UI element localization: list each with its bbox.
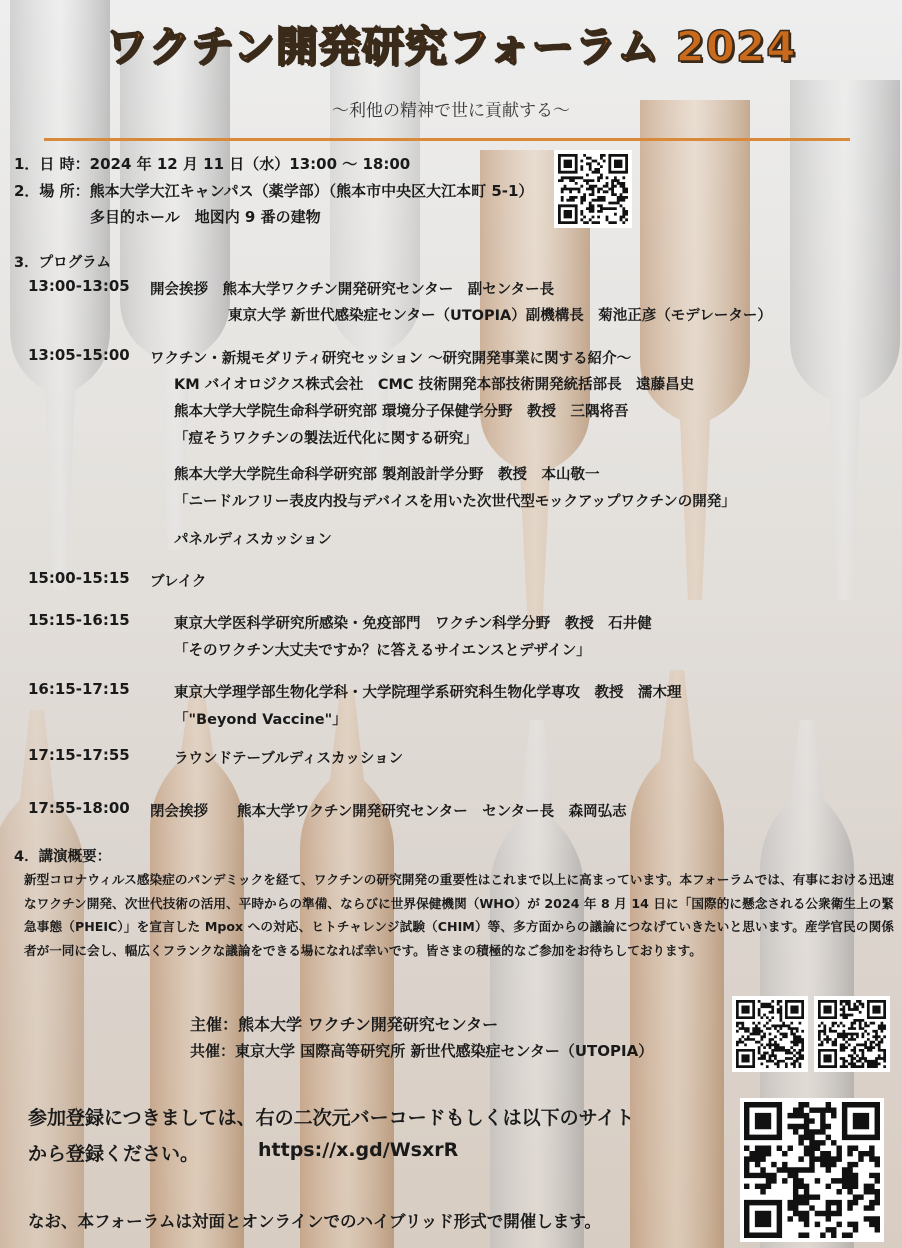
host: 主催：熊本大学 ワクチン開発研究センター (190, 1015, 499, 1034)
event-place: 2．場 所：熊本大学大江キャンパス（薬学部）（熊本市中央区大江本町 5-1） (14, 182, 534, 200)
qr-code-registration[interactable] (740, 1098, 884, 1242)
session-line: 熊本大学大学院生命科学研究部 製剤設計学分野 教授 本山敬一 (174, 467, 600, 483)
session-title: 開会挨拶 熊本大学ワクチン開発研究センター 副センター長 (150, 282, 555, 298)
cohost: 共催：東京大学 国際高等研究所 新世代感染症センター（UTOPIA） (190, 1042, 654, 1060)
divider (44, 138, 850, 141)
session-time: 13:00-13:05 (28, 277, 130, 295)
session-line: KM バイオロジクス株式会社 CMC 技術開発本部技術開発統括部長 遠藤昌史 (174, 377, 695, 393)
event-place-detail: 多目的ホール 地図内 9 番の建物 (90, 208, 321, 226)
session-line: 「痘そうワクチンの製法近代化に関する研究」 (174, 431, 478, 447)
event-date: 1．日 時：2024 年 12 月 11 日（水）13:00 〜 18:00 (14, 155, 411, 173)
qr-code[interactable] (732, 996, 808, 1072)
session-title: 閉会挨拶 熊本大学ワクチン開発研究センター センター長 森岡弘志 (150, 804, 627, 820)
session-time: 13:05-15:00 (28, 346, 130, 364)
session-line: 熊本大学大学院生命科学研究部 環境分子保健学分野 教授 三隅将吾 (174, 404, 629, 420)
session-line: 「"Beyond Vaccine"」 (174, 712, 347, 728)
session-line: パネルディスカッション (174, 532, 332, 548)
overview-heading: 4．講演概要： (14, 849, 112, 865)
registration-text: から登録ください。 (28, 1143, 200, 1165)
session-line: 東京大学 新世代感染症センター（UTOPIA）副機構長 菊池正彦（モデレーター） (228, 308, 772, 324)
qr-code[interactable] (814, 996, 890, 1072)
session-title: ラウンドテーブルディスカッション (174, 751, 404, 767)
session-line: 東京大学医科学研究所感染・免疫部門 ワクチン科学分野 教授 石井健 (174, 616, 652, 632)
qr-code-map[interactable] (554, 150, 632, 228)
session-line: 「そのワクチン大丈夫ですか？に答えるサイエンスとデザイン」 (174, 643, 591, 659)
session-title: ワクチン・新規モダリティ研究セッション 〜研究開発事業に関する紹介〜 (150, 351, 632, 367)
session-time: 15:15-16:15 (28, 611, 130, 629)
session-title: ブレイク (150, 574, 207, 590)
hybrid-note: なお、本フォーラムは対面とオンラインでのハイブリッド形式で開催します。 (28, 1212, 601, 1231)
session-line: 「ニードルフリー表皮内投与デバイスを用いた次世代型モックアップワクチンの開発」 (174, 494, 736, 510)
session-line: 東京大学理学部生物化学科・大学院理学系研究科生物化学専攻 教授 濡木理 (174, 685, 682, 701)
registration-text: 参加登録につきましては、右の二次元バーコードもしくは以下のサイト (28, 1107, 635, 1129)
subtitle: 〜利他の精神で世に貢献する〜 (332, 101, 570, 121)
overview-text: 新型コロナウィルス感染症のパンデミックを経て、ワクチンの研究開発の重要性はこれまで以上に高まっています。本フォーラムでは、有事における迅速なワクチン開発、次世代技術の活用、平時からの準備、ならびに世界保健機関（WHO）が 2024 年 8 月 14 日に「国際的に懸念される公衆衛生上の緊急事態（PHEIC）」を宣言した Mpox への対応、ヒトチャレンジ試験（CHIM）等、多方面からの議論につなげていきたいと思います。産学官民の関係者が一同に会し、幅広くフランクな議論をできる場になれば幸いです。皆さまの積極的なご参加をお待ちしております。 (24, 872, 894, 958)
session-time: 16:15-17:15 (28, 680, 130, 698)
registration-link[interactable]: https://x.gd/WsxrR (258, 1139, 459, 1161)
program-heading: 3．プログラム (14, 255, 111, 271)
page-title: ワクチン開発研究フォーラム 2024 (105, 22, 797, 71)
session-time: 17:15-17:55 (28, 746, 130, 764)
session-time: 15:00-15:15 (28, 569, 130, 587)
session-time: 17:55-18:00 (28, 799, 130, 817)
